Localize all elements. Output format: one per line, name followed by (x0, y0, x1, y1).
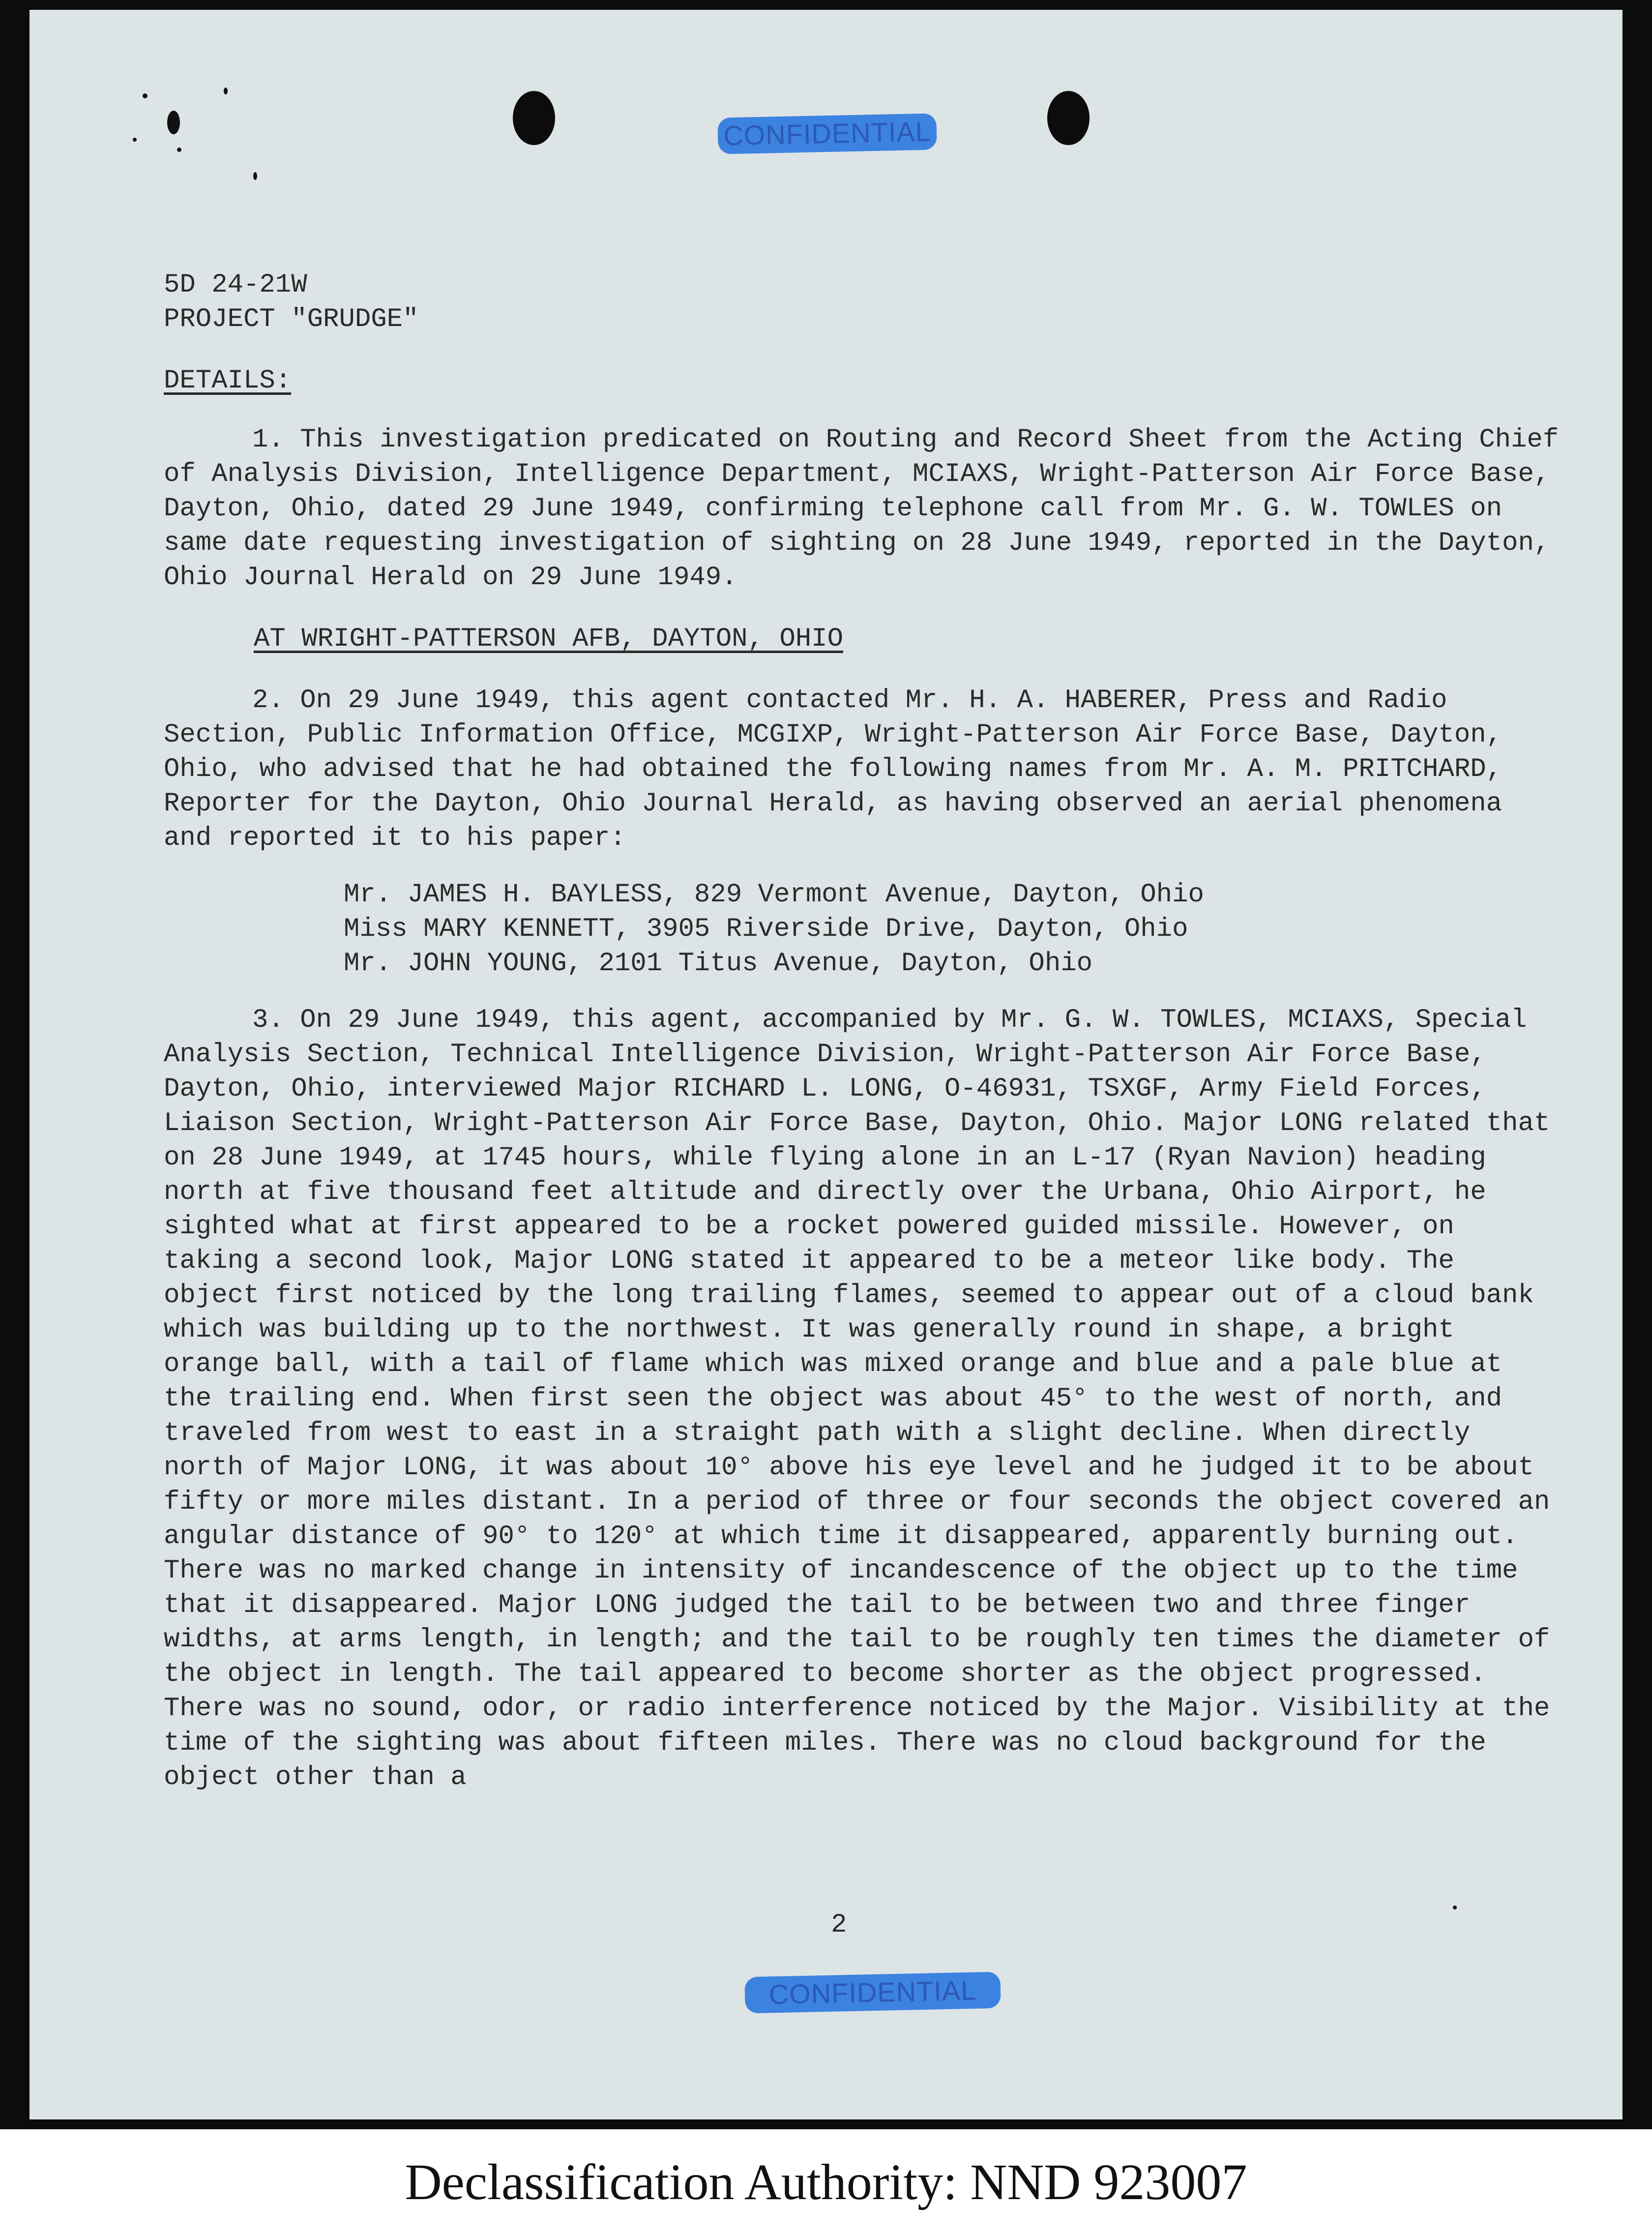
speck (143, 93, 148, 98)
witness-item: Mr. JOHN YOUNG, 2101 Titus Avenue, Dayton, Ohio (344, 949, 1093, 979)
paragraph-1: 1. This investigation predicated on Routing and Record Sheet from the Acting Chief of Analysis Division, Intelligence Department, MCIAXS, Wright-Patterson Air Force Base, Dayton, Ohio, dated 29 June 1949, confirming telephone call from Mr. G. W. TOWLES on same date requesting investigation of sighting on 28 June 1949, reported in the Dayton, Ohio Journal Herald on 29 June 1949. (164, 425, 1559, 593)
page-number: 2 (831, 1910, 847, 1940)
document-text (164, 268, 1564, 1795)
confidential-stamp-bottom: CONFIDENTIAL (744, 1972, 1001, 2014)
location-heading: AT WRIGHT-PATTERSON AFB, DAYTON, OHIO (254, 624, 843, 654)
punch-hole-left (513, 91, 555, 145)
speck (133, 138, 137, 142)
speck (1453, 1906, 1457, 1909)
witness-item: Mr. JAMES H. BAYLESS, 829 Vermont Avenue, Dayton, Ohio (344, 880, 1204, 910)
project-name: PROJECT "GRUDGE" (164, 304, 419, 334)
speck (253, 172, 257, 180)
confidential-stamp-top: CONFIDENTIAL (717, 113, 937, 154)
punch-hole-right (1047, 91, 1090, 145)
witness-list (164, 878, 1564, 981)
paragraph-3: 3. On 29 June 1949, this agent, accompanied by Mr. G. W. TOWLES, MCIAXS, Special Analysis Section, Technical Intelligence Division, Wright-Patterson Air Force Base, Dayton, Ohio, interviewed Major RICHARD L. LONG, O-46931, TSXGF, Army Field Forces, Liaison Section, Wright-Patterson Air Force Base, Dayton, Ohio. Major LONG related that on 28 June 1949, at 1745 hours, while flying alone in an L-17 (Ryan Navion) heading north at five thousand feet altitude and directly over the Urbana, Ohio Airport, he sighted what at first appeared to be a rocket powered guided missile. However, on taking a second look, Major LONG stated it appeared to be a meteor like body. The object first noticed by the long trailing flames, seemed to appear out of a cloud bank which was building up to the northwest. It was generally round in shape, a bright orange ball, with a tail of flame which was mixed orange and blue and a pale blue at the trailing end. When first seen the object was about 45° to the west of north, and traveled from west to east in a straight path with a slight decline. When directly north of Major LONG, it was about 10° above his eye level and he judged it to be about fifty or more miles distant. In a period of three or four seconds the object covered an angular distance of 90° to 120° at which time it disappeared, apparently burning out. There was no marked change in intensity of incandescence of the object up to the time that it disappeared. Major LONG judged the tail to be between two and three finger widths, at arms length, in length; and the tail to be roughly ten times the diameter of the object in length. The tail appeared to become shorter as the object progressed. There was no sound, odor, or radio interference noticed by the Major. Visibility at the time of the sighting was about fifteen miles. There was no cloud background for the object other than a (164, 1005, 1550, 1792)
details-heading: DETAILS: (164, 366, 292, 396)
witness-item: Miss MARY KENNETT, 3905 Riverside Drive, Dayton, Ohio (344, 914, 1188, 944)
declassification-footer: Declassification Authority: NND 923007 (405, 2154, 1247, 2210)
file-number: 5D 24-21W (164, 270, 307, 300)
speck (167, 111, 180, 134)
paragraph-2: 2. On 29 June 1949, this agent contacted Mr. H. A. HABERER, Press and Radio Section, Public Information Office, MCGIXP, Wright-Patterson Air Force Base, Dayton, Ohio, who advised that he had obtained the following names from Mr. A. M. PRITCHARD, Reporter for the Dayton, Ohio Journal Herald, as having observed an aerial phenomena and reported it to his paper: (164, 685, 1503, 853)
speck (177, 148, 181, 152)
speck (224, 88, 228, 94)
